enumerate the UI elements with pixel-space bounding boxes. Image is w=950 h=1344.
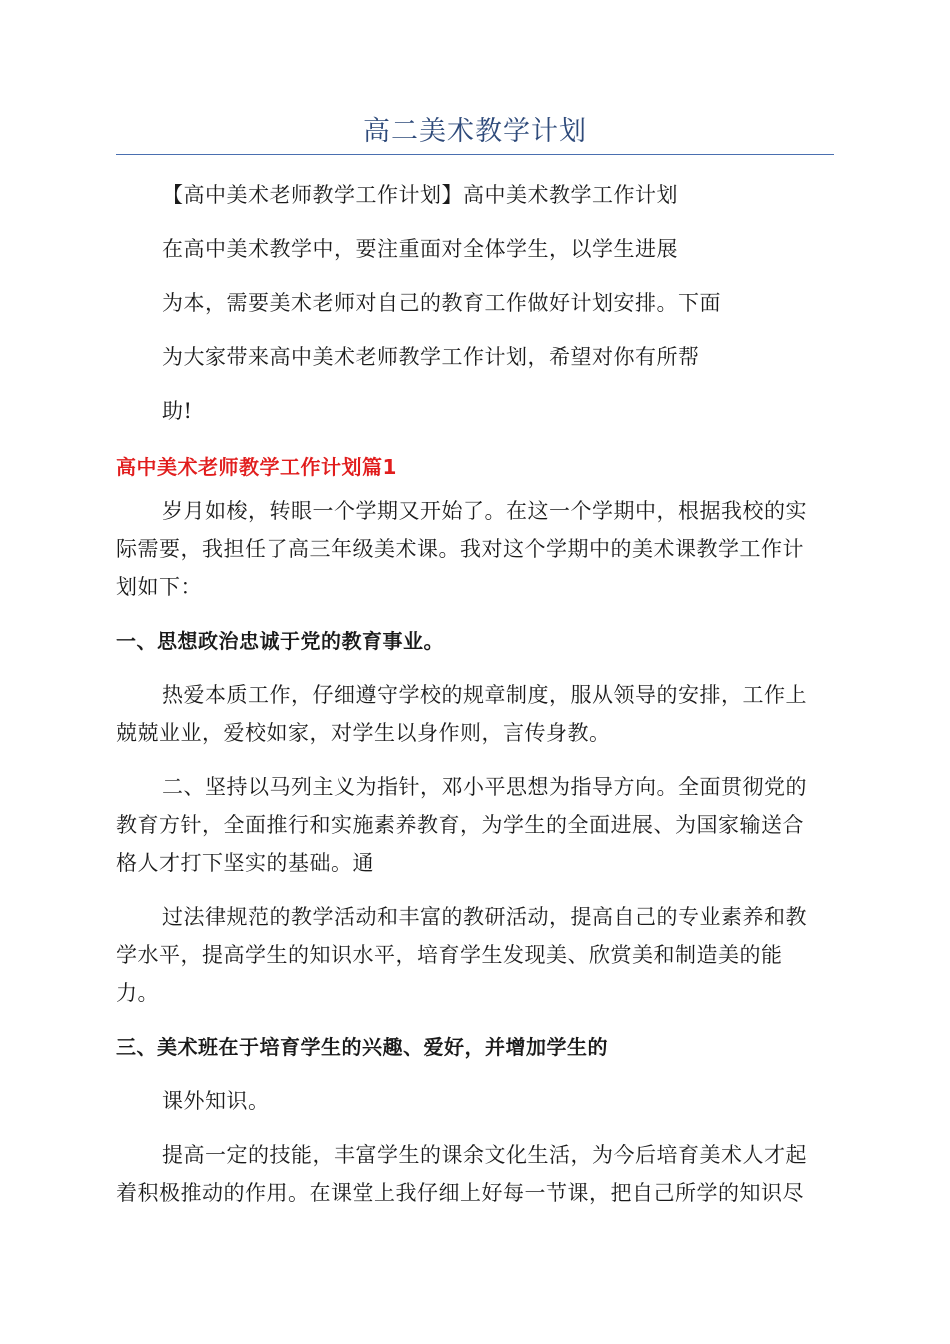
subheading-one: 一、思想政治忠诚于党的教育事业。 [116, 629, 444, 653]
paragraph-line: 力。 [116, 981, 159, 1005]
paragraph-line: 二、坚持以马列主义为指针，邓小平思想为指导方向。全面贯彻党的 [162, 775, 807, 799]
paragraph-line: 热爱本质工作，仔细遵守学校的规章制度，服从领导的安排，工作上 [162, 683, 807, 707]
paragraph-line: 划如下： [116, 575, 202, 599]
paragraph-line: 课外知识。 [162, 1089, 270, 1113]
paragraph-line: 提高一定的技能，丰富学生的课余文化生活，为今后培育美术人才起 [162, 1143, 807, 1167]
paragraph-line: 际需要，我担任了高三年级美术课。我对这个学期中的美术课教学工作计 [116, 537, 804, 561]
paragraph-line: 过法律规范的教学活动和丰富的教研活动，提高自己的专业素养和教 [162, 905, 807, 929]
intro-line: 为本，需要美术老师对自己的教育工作做好计划安排。下面 [162, 291, 721, 315]
title-underline [116, 154, 834, 155]
intro-line: 【高中美术老师教学工作计划】高中美术教学工作计划 [162, 183, 678, 207]
intro-line: 在高中美术教学中，要注重面对全体学生，以学生进展 [162, 237, 678, 261]
paragraph-line: 学水平，提高学生的知识水平，培育学生发现美、欣赏美和制造美的能 [116, 943, 783, 967]
intro-line: 为大家带来高中美术老师教学工作计划，希望对你有所帮 [162, 345, 700, 369]
subheading-three: 三、美术班在于培育学生的兴趣、爱好，并增加学生的 [116, 1035, 608, 1059]
paragraph-line: 兢兢业业，爱校如家，对学生以身作则，言传身教。 [116, 721, 611, 745]
section-heading: 高中美术老师教学工作计划篇1 [116, 455, 397, 479]
paragraph-line: 着积极推动的作用。在课堂上我仔细上好每一节课，把自己所学的知识尽 [116, 1181, 804, 1205]
intro-line: 助! [162, 399, 193, 423]
document-title: 高二美术教学计划 [363, 116, 587, 147]
paragraph-line: 岁月如梭，转眼一个学期又开始了。在这一个学期中，根据我校的实 [162, 499, 807, 523]
paragraph-line: 格人才打下坚实的基础。通 [116, 851, 374, 875]
paragraph-line: 教育方针，全面推行和实施素养教育，为学生的全面进展、为国家输送合 [116, 813, 804, 837]
